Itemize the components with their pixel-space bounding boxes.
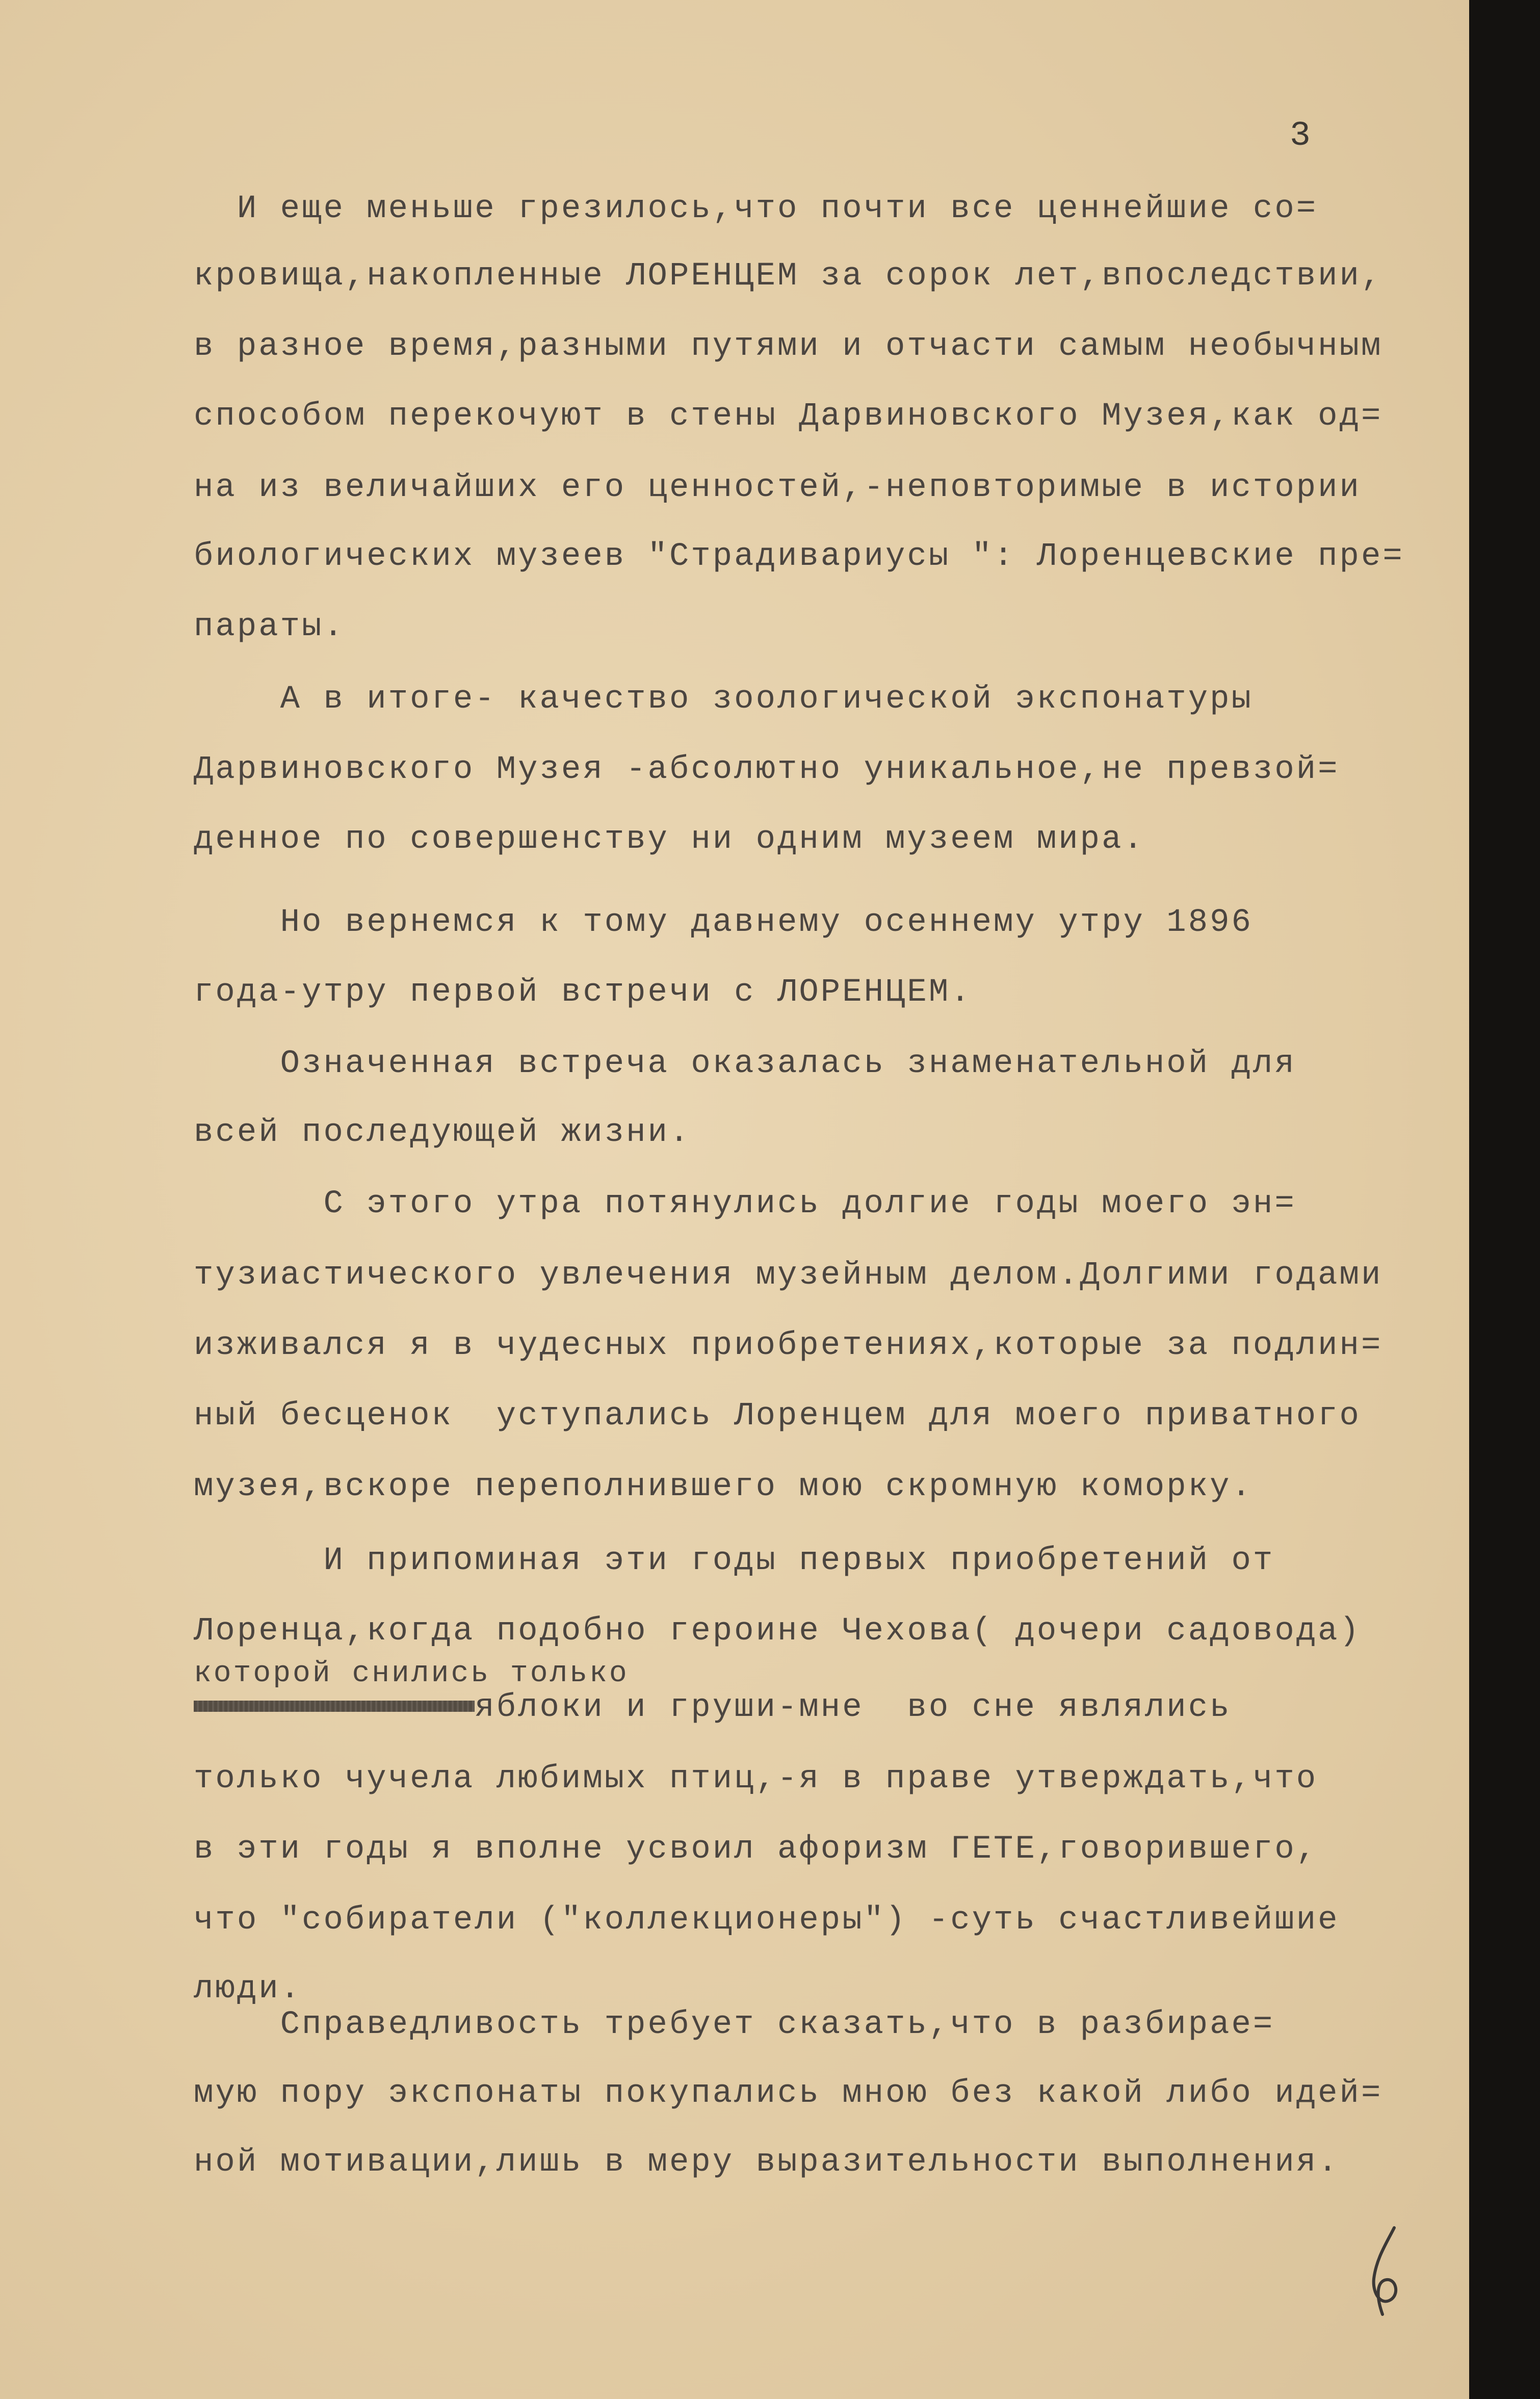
text-line: люди. xyxy=(194,1971,302,2007)
text-line: что "собиратели ("коллекционеры") -суть счастливейшие xyxy=(194,1902,1340,1939)
text-line: Лоренца,когда подобно героине Чехова( дочери садовода) xyxy=(194,1613,1361,1650)
text-line: А в итоге- качество зоологической экспонатуры xyxy=(194,681,1253,718)
page-number: 3 xyxy=(1290,116,1311,155)
text-line: в разное время,разными путями и отчасти самым необычным xyxy=(194,328,1383,365)
text-line: ной мотивации,лишь в меру выразительности выполнения. xyxy=(194,2144,1340,2181)
text-line: всей последующей жизни. xyxy=(194,1114,691,1151)
text-line: на из величайших его ценностей,-неповторимые в истории xyxy=(194,470,1361,506)
text-line: И еще меньше грезилось,что почти все ценнейшие со= xyxy=(194,191,1318,227)
text-line: Означенная встреча оказалась знаменательной для xyxy=(194,1046,1296,1082)
text-line: в эти годы я вполне усвоил афоризм ГЕТЕ,говорившего, xyxy=(194,1831,1318,1868)
text-line: кровища,накопленные ЛОРЕНЦЕМ за сорок лет,впоследствии, xyxy=(194,258,1383,295)
text-line: ный бесценок уступались Лоренцем для моего приватного xyxy=(194,1398,1361,1435)
text-line: способом перекочуют в стены Дарвиновского Музея,как од= xyxy=(194,398,1383,435)
text-line: тузиастического увлечения музейным делом.Долгими годами xyxy=(194,1257,1383,1294)
text-line: Дарвиновского Музея -абсолютно уникальное,не превзой= xyxy=(194,751,1340,788)
text-line: Справедливость требует сказать,что в разбирае= xyxy=(194,2006,1275,2043)
text-line: мую пору экспонаты покупались мною без какой либо идей= xyxy=(194,2075,1383,2112)
inserted-text-line: которой снились только xyxy=(194,1657,629,1690)
text-line: параты. xyxy=(194,609,345,645)
text-line: изживался я в чудесных приобретениях,которые за подлин= xyxy=(194,1327,1383,1364)
text-line: И припоминая эти годы первых приобретений от xyxy=(194,1543,1275,1579)
text-line: года-утру первой встречи с ЛОРЕНЦЕМ. xyxy=(194,974,972,1011)
text-line: С этого утра потянулись долгие годы моего эн= xyxy=(194,1186,1296,1222)
text-line: Но вернемся к тому давнему осеннему утру 1896 xyxy=(194,904,1253,941)
handwritten-mark-icon xyxy=(1346,2223,1417,2325)
text-line-continuation: яблоки и груши-мне во сне являлись xyxy=(475,1689,1232,1726)
scan-border xyxy=(1469,0,1540,2399)
text-line: денное по совершенству ни одним музеем мира. xyxy=(194,821,1145,858)
text-line: биологических музеев "Страдивариусы ": Лоренцевские пре= xyxy=(194,538,1404,575)
overtyped-deletion xyxy=(194,1689,475,1726)
text-line: музея,вскоре переполнившего мою скромную коморку. xyxy=(194,1469,1253,1505)
text-line: только чучела любимых птиц,-я в праве утверждать,что xyxy=(194,1761,1318,1797)
text-line-overtyped xyxy=(194,1691,1232,1724)
